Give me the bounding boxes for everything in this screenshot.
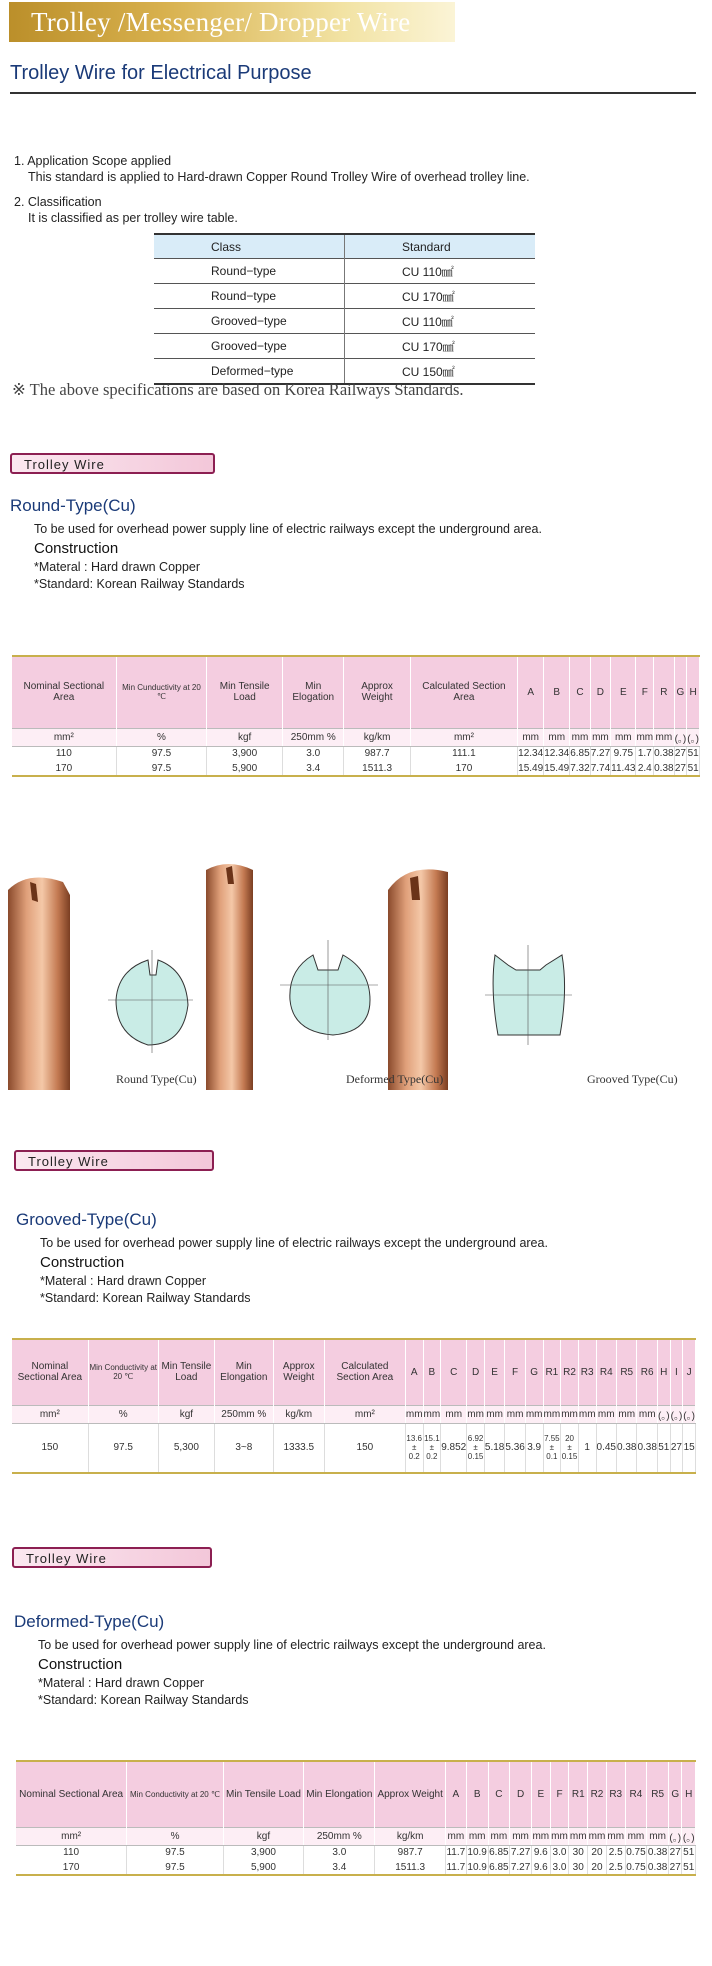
- units-row: [16, 1827, 696, 1845]
- unit-cell: mm: [543, 1405, 561, 1423]
- column-header: D: [510, 1761, 532, 1827]
- data-cell: 27: [668, 1845, 681, 1860]
- data-cell: 7.27: [510, 1845, 532, 1860]
- unit-cell: (。): [674, 728, 687, 746]
- grooved-construction: Construction: [40, 1254, 125, 1271]
- data-cell: 3~8: [214, 1423, 273, 1473]
- data-cell: 10.9: [466, 1845, 488, 1860]
- grooved-standard: *Standard: Korean Railway Standards: [40, 1291, 251, 1305]
- grooved-material: *Materal : Hard drawn Copper: [40, 1274, 207, 1288]
- data-cell: 13.6 ± 0.2: [405, 1423, 423, 1473]
- unit-cell: kg/km: [344, 728, 410, 746]
- column-header: R5: [647, 1761, 669, 1827]
- data-cell: 150: [12, 1423, 88, 1473]
- unit-cell: mm: [654, 728, 674, 746]
- column-header: Approx Weight: [344, 656, 410, 728]
- column-header: Approx Weight: [375, 1761, 445, 1827]
- column-header: R1: [543, 1339, 561, 1405]
- column-header: D: [590, 656, 610, 728]
- data-cell: 97.5: [127, 1860, 223, 1875]
- column-header: H: [657, 1339, 670, 1405]
- data-cell: 5,900: [207, 761, 283, 776]
- unit-cell: %: [127, 1827, 223, 1845]
- class-header: Class: [154, 234, 345, 259]
- data-row: [16, 1845, 696, 1860]
- round-wire-photo: [8, 878, 70, 1091]
- data-cell: 1511.3: [375, 1860, 445, 1875]
- unit-cell: mm: [588, 1827, 607, 1845]
- column-header: Min Conductivity at 20 ℃: [88, 1339, 158, 1405]
- column-header: E: [531, 1761, 550, 1827]
- data-cell: 3.0: [550, 1860, 569, 1875]
- round-construction: Construction: [34, 540, 119, 557]
- data-cell: 3.4: [304, 1860, 375, 1875]
- data-cell: 0.75: [625, 1845, 647, 1860]
- data-cell: 5,300: [158, 1423, 214, 1473]
- banner-title: Trolley /Messenger/ Dropper Wire: [31, 7, 411, 37]
- unit-cell: mm: [518, 728, 544, 746]
- data-cell: 170: [12, 761, 116, 776]
- class-cell: Round−type: [154, 259, 345, 284]
- column-header: Min Elongation: [214, 1339, 273, 1405]
- data-cell: 3.0: [550, 1845, 569, 1860]
- data-cell: 987.7: [375, 1845, 445, 1860]
- column-header: R5: [617, 1339, 637, 1405]
- deformed-construction: Construction: [38, 1656, 123, 1673]
- round-spec-table: [12, 655, 700, 777]
- caption-deformed: Deformed Type(Cu): [346, 1072, 444, 1086]
- grooved-cross-section-diagram: [485, 945, 572, 1045]
- unit-cell: 250mm %: [304, 1827, 375, 1845]
- class-text: It is classified as per trolley wire table.: [28, 211, 238, 225]
- column-header: R4: [596, 1339, 616, 1405]
- data-cell: 0.38: [617, 1423, 637, 1473]
- scope-text: This standard is applied to Hard-drawn Copper Round Trolley Wire of overhead trolley line.: [28, 170, 530, 184]
- unit-cell: mm: [637, 1405, 657, 1423]
- unit-cell: mm: [550, 1827, 569, 1845]
- column-header: Approx Weight: [273, 1339, 324, 1405]
- class-cell: Deformed−type: [154, 359, 345, 385]
- unit-cell: mm: [590, 728, 610, 746]
- section-tag-grooved: [14, 1150, 214, 1171]
- page-subtitle: Trolley Wire for Electrical Purpose: [10, 62, 312, 84]
- unit-cell: mm: [441, 1405, 467, 1423]
- data-cell: 150: [324, 1423, 405, 1473]
- data-cell: 0.38: [647, 1860, 669, 1875]
- caption-round: Round Type(Cu): [116, 1072, 197, 1086]
- unit-cell: mm: [569, 1827, 588, 1845]
- data-cell: 11.7: [445, 1860, 466, 1875]
- data-cell: 110: [12, 746, 116, 761]
- unit-cell: mm²: [12, 728, 116, 746]
- scope-title: 1. Application Scope applied: [14, 154, 172, 168]
- data-row: [12, 746, 700, 761]
- data-cell: 15.49: [518, 761, 544, 776]
- unit-cell: mm²: [324, 1405, 405, 1423]
- data-cell: 1: [578, 1423, 596, 1473]
- unit-cell: kg/km: [273, 1405, 324, 1423]
- column-header: H: [682, 1761, 696, 1827]
- data-cell: 20 ± 0.15: [561, 1423, 579, 1473]
- data-cell: 11.43: [611, 761, 636, 776]
- unit-cell: mm: [617, 1405, 637, 1423]
- data-cell: 7.27: [510, 1860, 532, 1875]
- data-cell: 10.9: [466, 1860, 488, 1875]
- unit-cell: kg/km: [375, 1827, 445, 1845]
- unit-cell: kgf: [223, 1827, 303, 1845]
- deformed-desc: To be used for overhead power supply line of electric railways except the underground area.: [38, 1638, 546, 1652]
- deformed-spec-table: [16, 1760, 696, 1876]
- data-cell: 7.27: [590, 746, 610, 761]
- column-header: B: [544, 656, 570, 728]
- column-header: R: [654, 656, 674, 728]
- unit-cell: mm: [636, 728, 654, 746]
- section-tag-round: [10, 453, 215, 474]
- title-divider: [10, 92, 696, 94]
- column-header: R3: [606, 1761, 625, 1827]
- classification-table: [154, 233, 535, 385]
- unit-cell: mm²: [410, 728, 517, 746]
- data-cell: 2.4: [636, 761, 654, 776]
- data-cell: 20: [588, 1845, 607, 1860]
- unit-cell: mm: [467, 1405, 485, 1423]
- data-cell: 987.7: [344, 746, 410, 761]
- data-cell: 5.36: [505, 1423, 525, 1473]
- standard-cell: CU 170㎟: [345, 334, 536, 359]
- data-cell: 15.1 ± 0.2: [423, 1423, 441, 1473]
- unit-cell: mm: [531, 1827, 550, 1845]
- data-cell: 51: [687, 746, 700, 761]
- unit-cell: mm: [625, 1827, 647, 1845]
- data-cell: 97.5: [127, 1845, 223, 1860]
- unit-cell: mm: [423, 1405, 441, 1423]
- header-row: [12, 1339, 696, 1405]
- column-header: R4: [625, 1761, 647, 1827]
- standard-header: Standard: [345, 234, 536, 259]
- column-header: A: [518, 656, 544, 728]
- column-header: Min Elongation: [304, 1761, 375, 1827]
- data-cell: 12.34: [518, 746, 544, 761]
- data-cell: 5.18: [484, 1423, 504, 1473]
- data-cell: 5,900: [223, 1860, 303, 1875]
- data-cell: 3.0: [282, 746, 344, 761]
- column-header: R2: [588, 1761, 607, 1827]
- unit-cell: (。): [687, 728, 700, 746]
- column-header: R2: [561, 1339, 579, 1405]
- unit-cell: mm: [570, 728, 590, 746]
- page-banner: [9, 2, 455, 42]
- data-cell: 3,900: [207, 746, 283, 761]
- data-cell: 170: [410, 761, 517, 776]
- data-cell: 7.32: [570, 761, 590, 776]
- data-cell: 0.45: [596, 1423, 616, 1473]
- unit-cell: (。): [683, 1405, 696, 1423]
- data-cell: 2.5: [606, 1860, 625, 1875]
- data-cell: 0.75: [625, 1860, 647, 1875]
- data-cell: 3,900: [223, 1845, 303, 1860]
- column-header: H: [687, 656, 700, 728]
- column-header: G: [668, 1761, 681, 1827]
- column-header: G: [525, 1339, 543, 1405]
- unit-cell: mm: [578, 1405, 596, 1423]
- class-cell: Round−type: [154, 284, 345, 309]
- unit-cell: 250mm %: [214, 1405, 273, 1423]
- standard-cell: CU 110㎟: [345, 259, 536, 284]
- standard-cell: CU 110㎟: [345, 309, 536, 334]
- data-cell: 0.38: [654, 746, 674, 761]
- round-standard: *Standard: Korean Railway Standards: [34, 577, 245, 591]
- data-cell: 7.74: [590, 761, 610, 776]
- unit-cell: mm: [405, 1405, 423, 1423]
- column-header: R6: [637, 1339, 657, 1405]
- standard-cell: CU 150㎟: [345, 359, 536, 385]
- column-header: R3: [578, 1339, 596, 1405]
- unit-cell: mm: [525, 1405, 543, 1423]
- unit-cell: mm: [544, 728, 570, 746]
- data-row: [12, 1423, 696, 1473]
- grooved-title: Grooved-Type(Cu): [16, 1210, 157, 1229]
- unit-cell: kgf: [158, 1405, 214, 1423]
- data-cell: 3.9: [525, 1423, 543, 1473]
- wire-images: [8, 860, 704, 1090]
- column-header: B: [423, 1339, 441, 1405]
- unit-cell: mm: [488, 1827, 510, 1845]
- data-cell: 30: [569, 1845, 588, 1860]
- data-row: [12, 761, 700, 776]
- data-cell: 3.4: [282, 761, 344, 776]
- deformed-wire-photo: [206, 864, 253, 1090]
- data-cell: 97.5: [116, 746, 207, 761]
- column-header: F: [550, 1761, 569, 1827]
- data-cell: 15.49: [544, 761, 570, 776]
- data-cell: 6.85: [488, 1845, 510, 1860]
- column-header: Min Tensile Load: [158, 1339, 214, 1405]
- unit-cell: mm: [647, 1827, 669, 1845]
- column-header: J: [683, 1339, 696, 1405]
- class-row: [154, 284, 535, 309]
- data-cell: 9.75: [611, 746, 636, 761]
- deformed-title: Deformed-Type(Cu): [14, 1612, 165, 1631]
- column-header: D: [467, 1339, 485, 1405]
- data-cell: 110: [16, 1845, 127, 1860]
- data-cell: 27: [670, 1423, 683, 1473]
- grooved-wire-photo: [388, 869, 448, 1090]
- unit-cell: kgf: [207, 728, 283, 746]
- column-header: Nominal Sectional Area: [12, 656, 116, 728]
- round-cross-section-diagram: [108, 950, 193, 1053]
- data-cell: 0.38: [647, 1845, 669, 1860]
- data-cell: 27: [668, 1860, 681, 1875]
- round-material: *Materal : Hard drawn Copper: [34, 560, 201, 574]
- section-tag-label: Trolley Wire: [24, 457, 105, 472]
- data-cell: 12.34: [544, 746, 570, 761]
- unit-cell: mm: [510, 1827, 532, 1845]
- column-header: B: [466, 1761, 488, 1827]
- data-cell: 11.7: [445, 1845, 466, 1860]
- data-row: [16, 1860, 696, 1875]
- grooved-spec-table: [12, 1338, 696, 1474]
- class-cell: Grooved−type: [154, 309, 345, 334]
- data-cell: 51: [687, 761, 700, 776]
- unit-cell: mm: [505, 1405, 525, 1423]
- unit-cell: mm: [484, 1405, 504, 1423]
- data-cell: 51: [682, 1860, 696, 1875]
- column-header: Min Conductivity at 20 ℃: [127, 1761, 223, 1827]
- units-row: [12, 1405, 696, 1423]
- data-cell: 9.6: [531, 1845, 550, 1860]
- column-header: Nominal Sectional Area: [12, 1339, 88, 1405]
- column-header: Calculated Section Area: [410, 656, 517, 728]
- data-cell: 9.852: [441, 1423, 467, 1473]
- round-desc: To be used for overhead power supply line of electric railways except the underground area.: [34, 522, 542, 536]
- column-header: E: [484, 1339, 504, 1405]
- unit-cell: mm: [466, 1827, 488, 1845]
- section-tag-deformed: [12, 1547, 212, 1568]
- data-cell: 15: [683, 1423, 696, 1473]
- class-row: [154, 334, 535, 359]
- class-row: [154, 259, 535, 284]
- unit-cell: mm: [561, 1405, 579, 1423]
- data-cell: 97.5: [88, 1423, 158, 1473]
- column-header: G: [674, 656, 687, 728]
- class-row: [154, 309, 535, 334]
- data-cell: 6.85: [570, 746, 590, 761]
- unit-cell: mm: [445, 1827, 466, 1845]
- class-cell: Grooved−type: [154, 334, 345, 359]
- standards-note: ※ The above specifications are based on Korea Railways Standards.: [12, 380, 464, 399]
- column-header: R1: [569, 1761, 588, 1827]
- data-cell: 97.5: [116, 761, 207, 776]
- column-header: Nominal Sectional Area: [16, 1761, 127, 1827]
- column-header: C: [488, 1761, 510, 1827]
- data-cell: 27: [674, 746, 687, 761]
- class-title: 2. Classification: [14, 195, 102, 209]
- unit-cell: (。): [657, 1405, 670, 1423]
- column-header: Min Elogation: [282, 656, 344, 728]
- deformed-standard: *Standard: Korean Railway Standards: [38, 1693, 249, 1707]
- unit-cell: mm: [611, 728, 636, 746]
- column-header: Min Tensile Load: [223, 1761, 303, 1827]
- unit-cell: mm²: [12, 1405, 88, 1423]
- caption-grooved: Grooved Type(Cu): [587, 1072, 678, 1086]
- unit-cell: %: [116, 728, 207, 746]
- header-row: [16, 1761, 696, 1827]
- data-cell: 20: [588, 1860, 607, 1875]
- data-cell: 7.55 ± 0.1: [543, 1423, 561, 1473]
- data-cell: 1333.5: [273, 1423, 324, 1473]
- round-title: Round-Type(Cu): [10, 496, 136, 515]
- unit-cell: mm: [596, 1405, 616, 1423]
- data-cell: 0.38: [637, 1423, 657, 1473]
- deformed-cross-section-diagram: [280, 940, 378, 1040]
- column-header: Min Tensile Load: [207, 656, 283, 728]
- unit-cell: (。): [668, 1827, 681, 1845]
- data-cell: 3.0: [304, 1845, 375, 1860]
- data-cell: 6.92 ± 0.15: [467, 1423, 485, 1473]
- column-header: F: [636, 656, 654, 728]
- column-header: C: [441, 1339, 467, 1405]
- unit-cell: mm²: [16, 1827, 127, 1845]
- unit-cell: (。): [670, 1405, 683, 1423]
- data-cell: 1511.3: [344, 761, 410, 776]
- unit-cell: mm: [606, 1827, 625, 1845]
- unit-cell: %: [88, 1405, 158, 1423]
- column-header: Min Cunductivity at 20 ℃: [116, 656, 207, 728]
- data-cell: 51: [657, 1423, 670, 1473]
- data-cell: 6.85: [488, 1860, 510, 1875]
- section-tag-label: Trolley Wire: [26, 1551, 107, 1566]
- data-cell: 170: [16, 1860, 127, 1875]
- data-cell: 9.6: [531, 1860, 550, 1875]
- data-cell: 30: [569, 1860, 588, 1875]
- column-header: C: [570, 656, 590, 728]
- column-header: A: [405, 1339, 423, 1405]
- column-header: I: [670, 1339, 683, 1405]
- header-row: [12, 656, 700, 728]
- column-header: A: [445, 1761, 466, 1827]
- column-header: F: [505, 1339, 525, 1405]
- data-cell: 51: [682, 1845, 696, 1860]
- data-cell: 111.1: [410, 746, 517, 761]
- standard-cell: CU 170㎟: [345, 284, 536, 309]
- data-cell: 27: [674, 761, 687, 776]
- column-header: E: [611, 656, 636, 728]
- section-tag-label: Trolley Wire: [28, 1154, 109, 1169]
- data-cell: 1.7: [636, 746, 654, 761]
- data-cell: 2.5: [606, 1845, 625, 1860]
- deformed-material: *Materal : Hard drawn Copper: [38, 1676, 205, 1690]
- unit-cell: 250mm %: [282, 728, 344, 746]
- unit-cell: (。): [682, 1827, 696, 1845]
- units-row: [12, 728, 700, 746]
- column-header: Calculated Section Area: [324, 1339, 405, 1405]
- data-cell: 0.38: [654, 761, 674, 776]
- grooved-desc: To be used for overhead power supply line of electric railways except the underground area.: [40, 1236, 548, 1250]
